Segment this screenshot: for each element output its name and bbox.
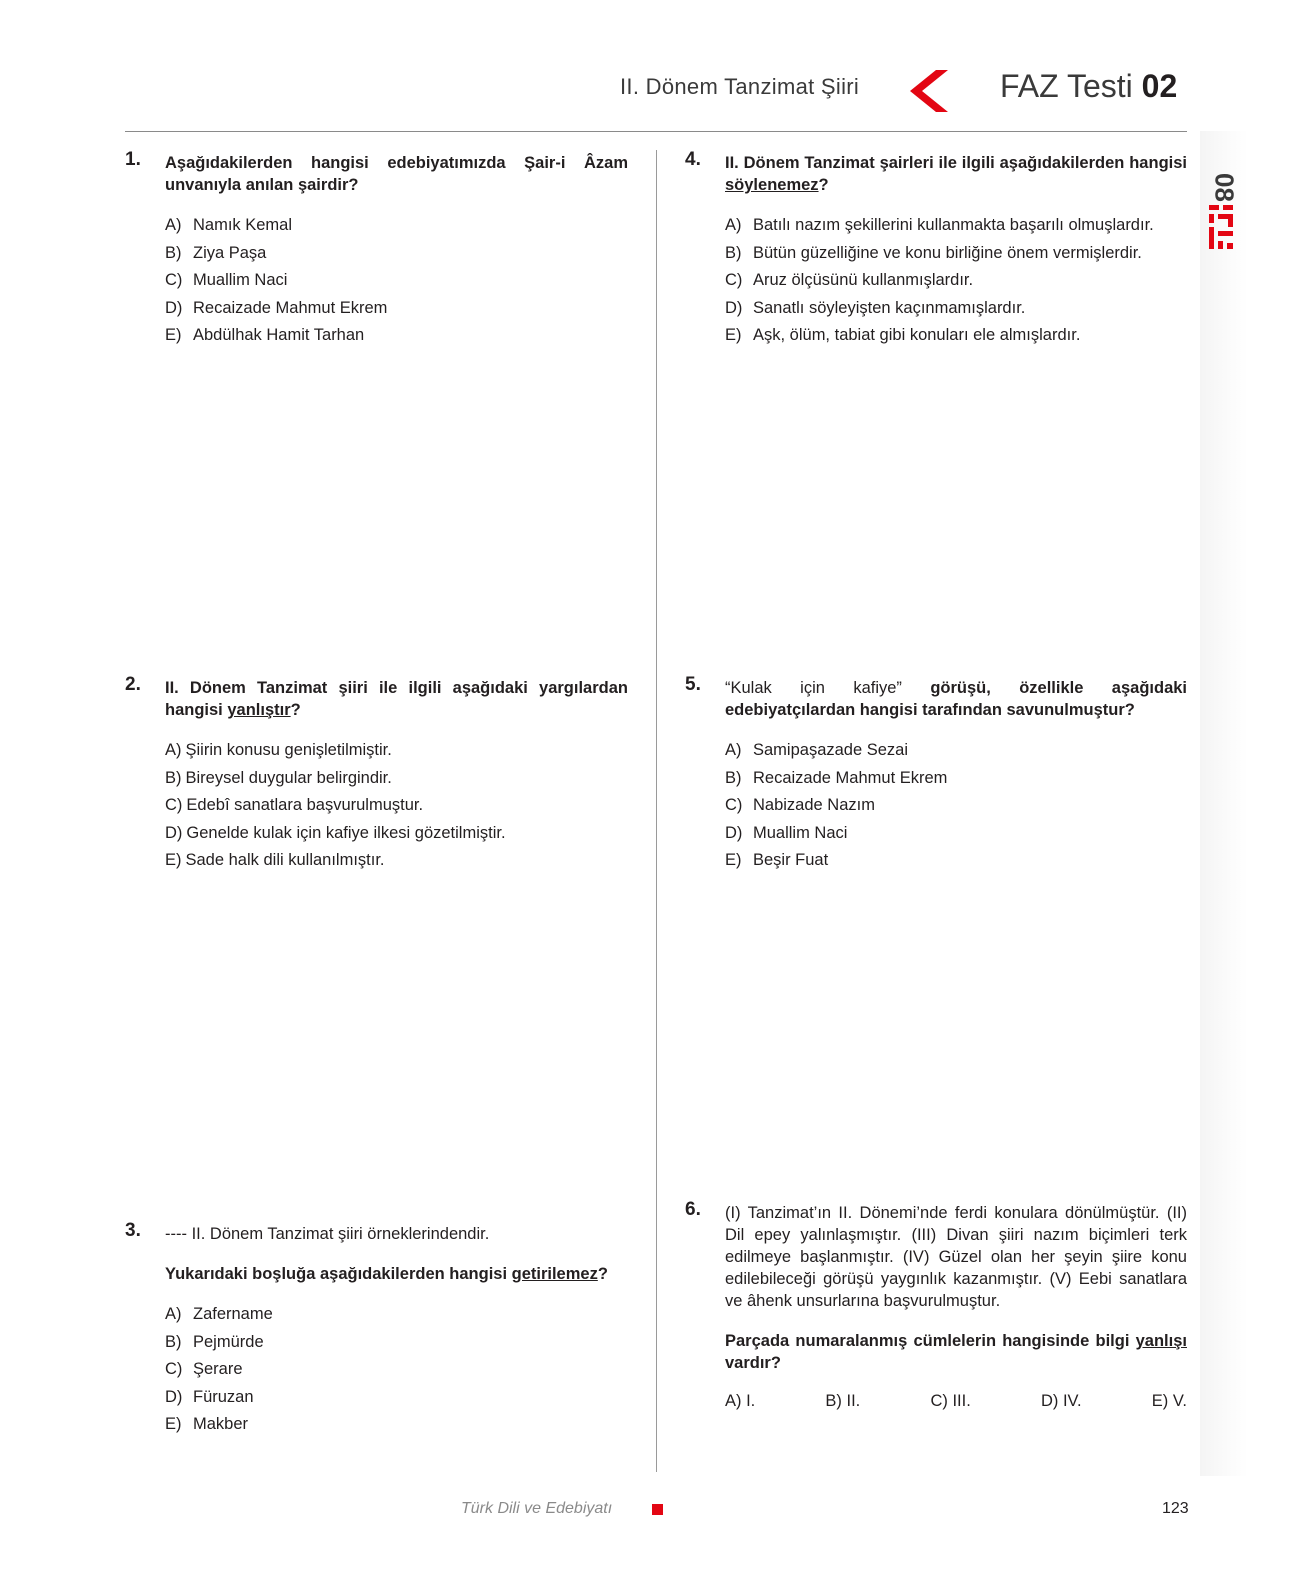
option-a[interactable]: A) Şiirin konusu genişletilmiştir. (165, 741, 392, 759)
option-c[interactable]: C) Aruz ölçüsünü kullanmışlardır. (725, 271, 974, 289)
option-a[interactable]: A) Namık Kemal (165, 216, 293, 234)
question-passage: (I) Tanzimat’ın II. Dönemi’nde ferdi konulara dönülmüştür. (II) Dil epey yalınlaşmıştır. (III) Divan şiiri nazım biçimleri terk edilmeye başlanmıştır. (IV) Güzel olan her şeyin şiire konu edilebileceği görüşü yaygınlık kazanmıştır. (V) Eebi sanatlara ve âhenk unsurlarına başvurulmuştur. (725, 1204, 1187, 1310)
question-number: 4. (685, 149, 701, 170)
footer-book-title: Türk Dili ve Edebiyatı (461, 1500, 613, 1517)
options-row (725, 1390, 1187, 1412)
option-e[interactable]: E) Beşir Fuat (725, 851, 829, 869)
option-c[interactable]: C) Nabizade Nazım (725, 796, 875, 814)
question-2 (125, 674, 628, 875)
section-title: II. Dönem Tanzimat Şiiri (620, 74, 860, 99)
option-c[interactable]: C) III. (930, 1392, 971, 1410)
question-number: 1. (125, 149, 141, 170)
question-1 (125, 149, 628, 350)
option-d[interactable]: D) Sanatlı söyleyişten kaçınmamışlardır. (725, 298, 1026, 317)
option-d[interactable]: D) Recaizade Mahmut Ekrem (165, 298, 388, 317)
question-stem: Aşağıdakilerden hangisi edebiyatımızda Şair-i Âzam unvanıyla anılan şairdir? (165, 154, 628, 194)
question-6 (685, 1199, 1187, 1412)
question-stem: II. Dönem Tanzimat şairleri ile ilgili aşağıdakilerden hangisi söylenemez? (725, 154, 1187, 194)
option-d[interactable]: D) Genelde kulak için kafiye ilkesi gözetilmiştir. (165, 823, 506, 842)
option-d[interactable]: D) IV. (1040, 1392, 1082, 1410)
option-c[interactable]: C) Muallim Naci (165, 271, 288, 289)
question-5 (685, 674, 1188, 875)
column-divider (656, 150, 657, 1472)
option-a[interactable]: A) Batılı nazım şekillerini kullanmakta başarılı olmuşlardır. (725, 216, 1154, 234)
option-e[interactable]: E) Abdülhak Hamit Tarhan (165, 326, 365, 344)
side-tab-number: 08 (1209, 173, 1240, 202)
option-a[interactable]: A) Zafername (165, 1305, 273, 1323)
question-preamble: ---- II. Dönem Tanzimat şiiri örneklerindendir. (165, 1225, 490, 1243)
option-c[interactable]: C) Şerare (165, 1360, 243, 1378)
side-tab (1200, 131, 1248, 1476)
question-3 (125, 1220, 628, 1439)
question-stem: Yukarıdaki boşluğa aşağıdakilerden hangisi getirilemez? (165, 1265, 608, 1283)
question-stem: Parçada numaralanmış cümlelerin hangisinde bilgi yanlışı vardır? (725, 1332, 1187, 1372)
question-number: 3. (125, 1220, 141, 1241)
option-c[interactable]: C) Edebî sanatlara başvurulmuştur. (165, 796, 424, 814)
option-b[interactable]: B) Recaizade Mahmut Ekrem (725, 768, 948, 787)
option-d[interactable]: D) Muallim Naci (725, 823, 848, 842)
page-number: 123 (1162, 1500, 1189, 1517)
question-4 (685, 149, 1187, 350)
option-b[interactable]: B) II. (825, 1392, 861, 1410)
chevron-left-icon (902, 68, 948, 114)
footer-square-icon (652, 1504, 663, 1515)
question-stem: II. Dönem Tanzimat şiiri ile ilgili aşağıdaki yargılardan hangisi yanlıştır? (165, 679, 628, 719)
option-b[interactable]: B) Ziya Paşa (165, 243, 267, 262)
question-number: 6. (685, 1199, 701, 1220)
question-number: 5. (685, 674, 701, 695)
option-b[interactable]: B) Pejmürde (165, 1332, 264, 1351)
test-number: 02 (1141, 68, 1178, 104)
publisher-logo-icon (1207, 203, 1241, 253)
test-title (1000, 68, 1177, 105)
header-divider (125, 131, 1187, 132)
option-b[interactable]: B) Bütün güzelliğine ve konu birliğine önem vermişlerdir. (725, 243, 1142, 262)
option-e[interactable]: E) Makber (165, 1415, 249, 1433)
test-label: FAZ Testi (1000, 68, 1133, 104)
option-d[interactable]: D) Füruzan (165, 1387, 254, 1406)
option-e[interactable]: E) Aşk, ölüm, tabiat gibi konuları ele almışlardır. (725, 326, 1081, 344)
question-stem: “Kulak için kafiye” görüşü, özellikle aşağıdaki edebiyatçılardan hangisi tarafından savunulmuştur? (725, 679, 1188, 719)
question-number: 2. (125, 674, 141, 695)
option-e[interactable]: E) V. (1151, 1392, 1187, 1410)
option-e[interactable]: E) Sade halk dili kullanılmıştır. (165, 851, 385, 869)
option-b[interactable]: B) Bireysel duygular belirgindir. (165, 768, 392, 787)
option-a[interactable]: A) I. (725, 1392, 756, 1410)
option-a[interactable]: A) Samipaşazade Sezai (725, 741, 909, 759)
